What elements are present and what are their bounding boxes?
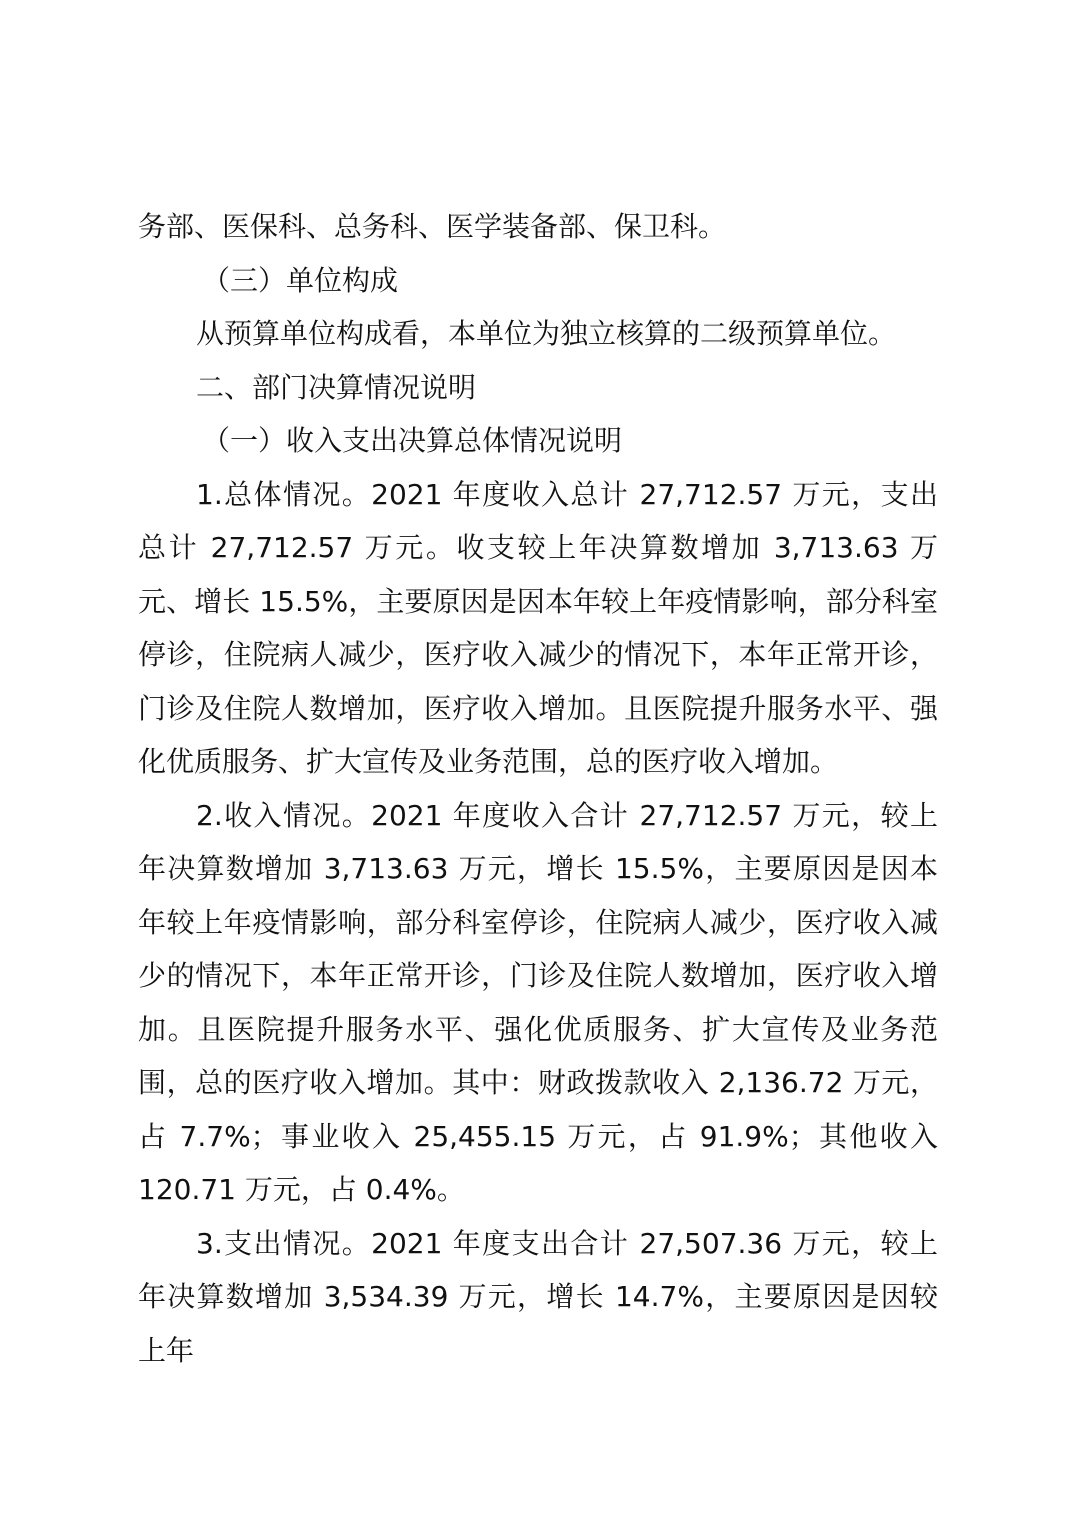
paragraph-dept-list-continued: 务部、医保科、总务科、医学装备部、保卫科。 [138, 210, 727, 243]
heading-income-expenditure-overview: （一）收入支出决算总体情况说明 [202, 424, 623, 457]
paragraph-expenditure-situation: 3.支出情况。2021 年度支出合计 27,507.36 万元，较上年决算数增加 3,534.39 万元，增长 14.7%，主要原因是因较上年 [138, 1226, 938, 1367]
paragraph-income-situation: 2.收入情况。2021 年度收入合计 27,712.57 万元，较上年决算数增加 3,713.63 万元，增长 15.5%，主要原因是因本年较上年疫情影响，部分科室停诊，住院病人减少，医疗收入减少的情况下，本年正常开诊，门诊及住院人数增加，医疗收入增加。且医院提升服务水平、强化优质服务、扩大宣传及业务范围，总的医疗收入增加。其中：财政拨款收入 2,136.72 万元，占 7.7%；事业收入 25,455.15 万元，占 91.9%；其他收入 120.71 万元，占 0.4%。 [138, 798, 938, 1206]
document-body [138, 200, 938, 1377]
paragraph-overall-situation: 1.总体情况。2021 年度收入总计 27,712.57 万元，支出总计 27,712.57 万元。收支较上年决算数增加 3,713.63 万元、增长 15.5%，主要原因是因本年较上年疫情影响，部分科室停诊，住院病人减少，医疗收入减少的情况下，本年正常开诊，门诊及住院人数增加，医疗收入增加。且医院提升服务水平、强化优质服务、扩大宣传及业务范围，总的医疗收入增加。 [138, 477, 938, 778]
heading-final-accounts: 二、部门决算情况说明 [196, 370, 477, 404]
paragraph-unit-composition: 从预算单位构成看，本单位为独立核算的二级预算单位。 [196, 317, 897, 350]
heading-unit-composition: （三）单位构成 [202, 263, 399, 297]
